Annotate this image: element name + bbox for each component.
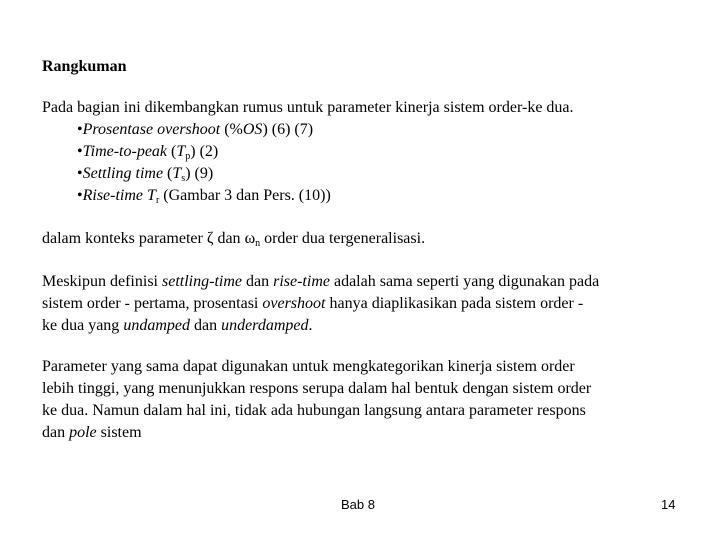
footer-page-number: 14 [661,497,676,512]
bullet-ref: (Gambar 3 dan Pers. (10)) [159,187,331,204]
text-run: Meskipun definisi [42,273,162,290]
bullet-term: Settling time [82,165,164,182]
bullet-symbol: T [176,143,186,160]
paragraph-line [42,271,599,293]
bullet-subscript: s [181,173,186,184]
text-run: hanya diaplikasikan pada sistem order - [325,295,584,312]
bullet-subscript: p [185,151,191,162]
footer-chapter: Bab 8 [341,497,375,512]
text-run: dan [241,273,274,290]
term-undamped: undamped [123,317,190,334]
paragraph-line: lebih tinggi, yang menunjukkan respons serupa dalam hal bentuk dengan sistem order [42,380,592,397]
term-rise-time: rise-time [273,273,330,290]
context-middle: dan [213,230,245,247]
paragraph-higher-order [42,356,591,444]
paragraph-line: Parameter yang sama dapat digunakan untuk mengkategorikan kinerja sistem order [42,358,575,375]
list-item [77,119,331,141]
bullet-symbol: OS [242,121,263,138]
bullet-symbol: T [172,165,182,182]
bullet-glyph: • [77,165,83,182]
bullet-glyph: • [77,187,83,204]
context-text [42,228,425,250]
term-overshoot: overshoot [262,295,326,312]
term-settling-time: settling-time [162,273,242,290]
list-item [77,163,331,185]
paragraph-line [42,422,591,444]
term-underdamped: underdamped [221,317,309,334]
bullet-term: Time-to-peak [82,143,168,160]
text-run: sistem order - pertama, prosentasi [42,295,263,312]
bullet-subscript: r [155,195,160,206]
slide-title: Rangkuman [42,58,127,75]
list-item [77,185,331,207]
bullet-ref: ) (2) [190,143,219,160]
omega-symbol: ω [244,230,256,247]
bullet-term: Rise-time [82,187,144,204]
bullet-glyph: • [77,121,83,138]
text-run: sistem [96,424,142,441]
text-run: . [308,317,313,334]
bullet-ref: ) (9) [185,165,214,182]
paragraph-line [42,293,599,315]
intro-text: Pada bagian ini dikembangkan rumus untuk parameter kinerja sistem order-ke dua. [42,99,574,116]
bullet-open: ( [163,165,173,182]
list-item [77,141,331,163]
bullet-term: Prosentase overshoot [82,121,221,138]
text-run: ke dua yang [42,317,124,334]
bullet-open: (% [220,121,243,138]
context-before: dalam konteks parameter [42,230,207,247]
term-pole: pole [69,424,97,441]
parameter-list [77,119,331,207]
bullet-glyph: • [77,143,83,160]
zeta-symbol: ζ [206,230,214,247]
paragraph-line: ke dua. Namun dalam hal ini, tidak ada hubungan langsung antara parameter respons [42,402,586,419]
bullet-ref: ) (6) (7) [262,121,314,138]
omega-subscript: n [255,238,261,249]
paragraph-line [42,315,599,337]
context-after: order dua tergeneralisasi. [260,230,426,247]
text-run: adalah sama seperti yang digunakan pada [329,273,600,290]
paragraph-definitions [42,271,599,337]
text-run: dan [42,424,70,441]
text-run: dan [189,317,222,334]
bullet-symbol: T [147,187,156,204]
bullet-open: ( [167,143,177,160]
